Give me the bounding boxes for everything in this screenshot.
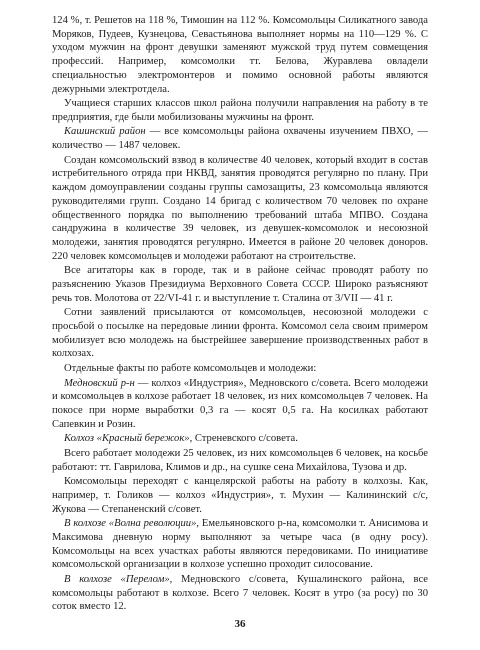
paragraph — [52, 377, 428, 432]
italic-text: Медновский р-н — [64, 377, 135, 389]
document-body — [52, 14, 428, 614]
paragraph-text: Все агитаторы как в городе, так и в районе сейчас проводят работу по разъяснению Указов Президиума Верховного Совета СССР. Широко разъясняют речь тов. Молотова от 22/VI-41 г. и выступление т. Сталина от 3/VII — 41 г. — [52, 265, 428, 304]
paragraph-text: Сотни заявлений присылаются от комсомольцев, несоюзной молодежи с просьбой о посылке на передовые линии фронта. Комсомол села своим примером мобилизует всю молодежь на быстрейшее завершение производственных работ в колхозах. — [52, 307, 428, 360]
paragraph-text: Комсомольцы переходят с канцелярской работы на работу в колхозы. Как, например, т. Голиков — колхоз «Индустрия», т. Мухин — Калининский с/с, Жукова — Степаненский с/совет. — [52, 476, 428, 515]
paragraph — [52, 264, 428, 305]
paragraph — [52, 362, 428, 376]
paragraph — [52, 97, 428, 124]
paragraph — [52, 306, 428, 361]
italic-text: В колхозе «Волна революции» — [64, 518, 197, 530]
paragraph-text: , Емельяновского р-на, комсомолки т. Анисимова и Максимова дневную норму выполняют за четыре часа (в одну росу). Комсомольцы на всех участках работы являются передовиками. По инициативе комсомольской организации в колхозе успешно проходит силосование. — [52, 518, 429, 571]
paragraph-text: Создан комсомольский взвод в количестве 40 человек, который входит в состав истребительного отряда при НКВД, занятия проводятся регулярно по плану. При каждом домоуправлении созданы группы самозащиты, 23 комсомольца являются руководителями групп. Создано 14 бригад с количеством 70 человек по охране общественного порядка по выполнению требований штаба МПВО. Создана сандружина в количестве 39 человек, из девушек-комсомолок и несоюзной молодежи, занятия проводятся регулярно. Имеется в районе 20 человек доноров. 220 человек комсомольцев и молодежи работают на строительстве. — [52, 154, 428, 262]
paragraph — [52, 14, 428, 96]
paragraph — [52, 432, 428, 446]
paragraph-text: , Стреневского с/совета. — [189, 433, 298, 445]
italic-text: В колхозе «Перелом» — [64, 573, 170, 585]
paragraph — [52, 447, 428, 474]
paragraph — [52, 573, 428, 614]
paragraph — [52, 125, 428, 152]
paragraph-text: — колхоз «Индустрия», Медновского с/совета. Всего молодежи и комсомольцев в колхозе работает 18 человек, из них комсомольцев 7 человек. На покосе при норме выработки 0,3 га — косят 0,5 га. На косилках работают Сапевкин и Розин. — [52, 377, 429, 430]
paragraph — [52, 154, 428, 264]
paragraph-text: — все комсомольцы района охвачены изучением ПВХО, — количество — 1487 человек. — [52, 126, 428, 152]
paragraph-text: , Медновского с/совета, Кушалинского района, все комсомольцы работают в колхозе. Всего 7 человек. Косят в утро (за росу) по 30 соток вместо 12. — [52, 573, 428, 613]
paragraph-text: Отдельные факты по работе комсомольцев и молодежи: — [64, 362, 317, 374]
paragraph — [52, 475, 428, 516]
italic-text: Кашинский район — [64, 126, 146, 138]
paragraph-text: Учащиеся старших классов школ района получили направления на работу в те предприятия, где были мобилизованы мужчины на фронт. — [52, 98, 428, 123]
paragraph — [52, 517, 428, 572]
page-number: 36 — [234, 618, 246, 630]
italic-text: Колхоз «Красный бережок» — [64, 433, 190, 445]
paragraph-text: 124 %, т. Решетов на 118 %, Тимошин на 112 %. Комсомольцы Силикатного завода Моряков, Пудеев, Кузнецова, Севастьянова выполняет нормы на 110—129 %. С уходом мужчин на фронт девушки заменяют мужской труд путем совмещения профессий. Например, комсомолки тт. Белова, Журавлева овладели специальностью электромонтеров и помимо основной работы являются дежурными электротдела. — [52, 15, 428, 95]
paragraph-text: Всего работает молодежи 25 человек, из них комсомольцев 6 человек, на косьбе работают: тт. Гаврилова, Климов и др., на сушке сена Михайлова, Тузова и др. — [52, 447, 428, 473]
